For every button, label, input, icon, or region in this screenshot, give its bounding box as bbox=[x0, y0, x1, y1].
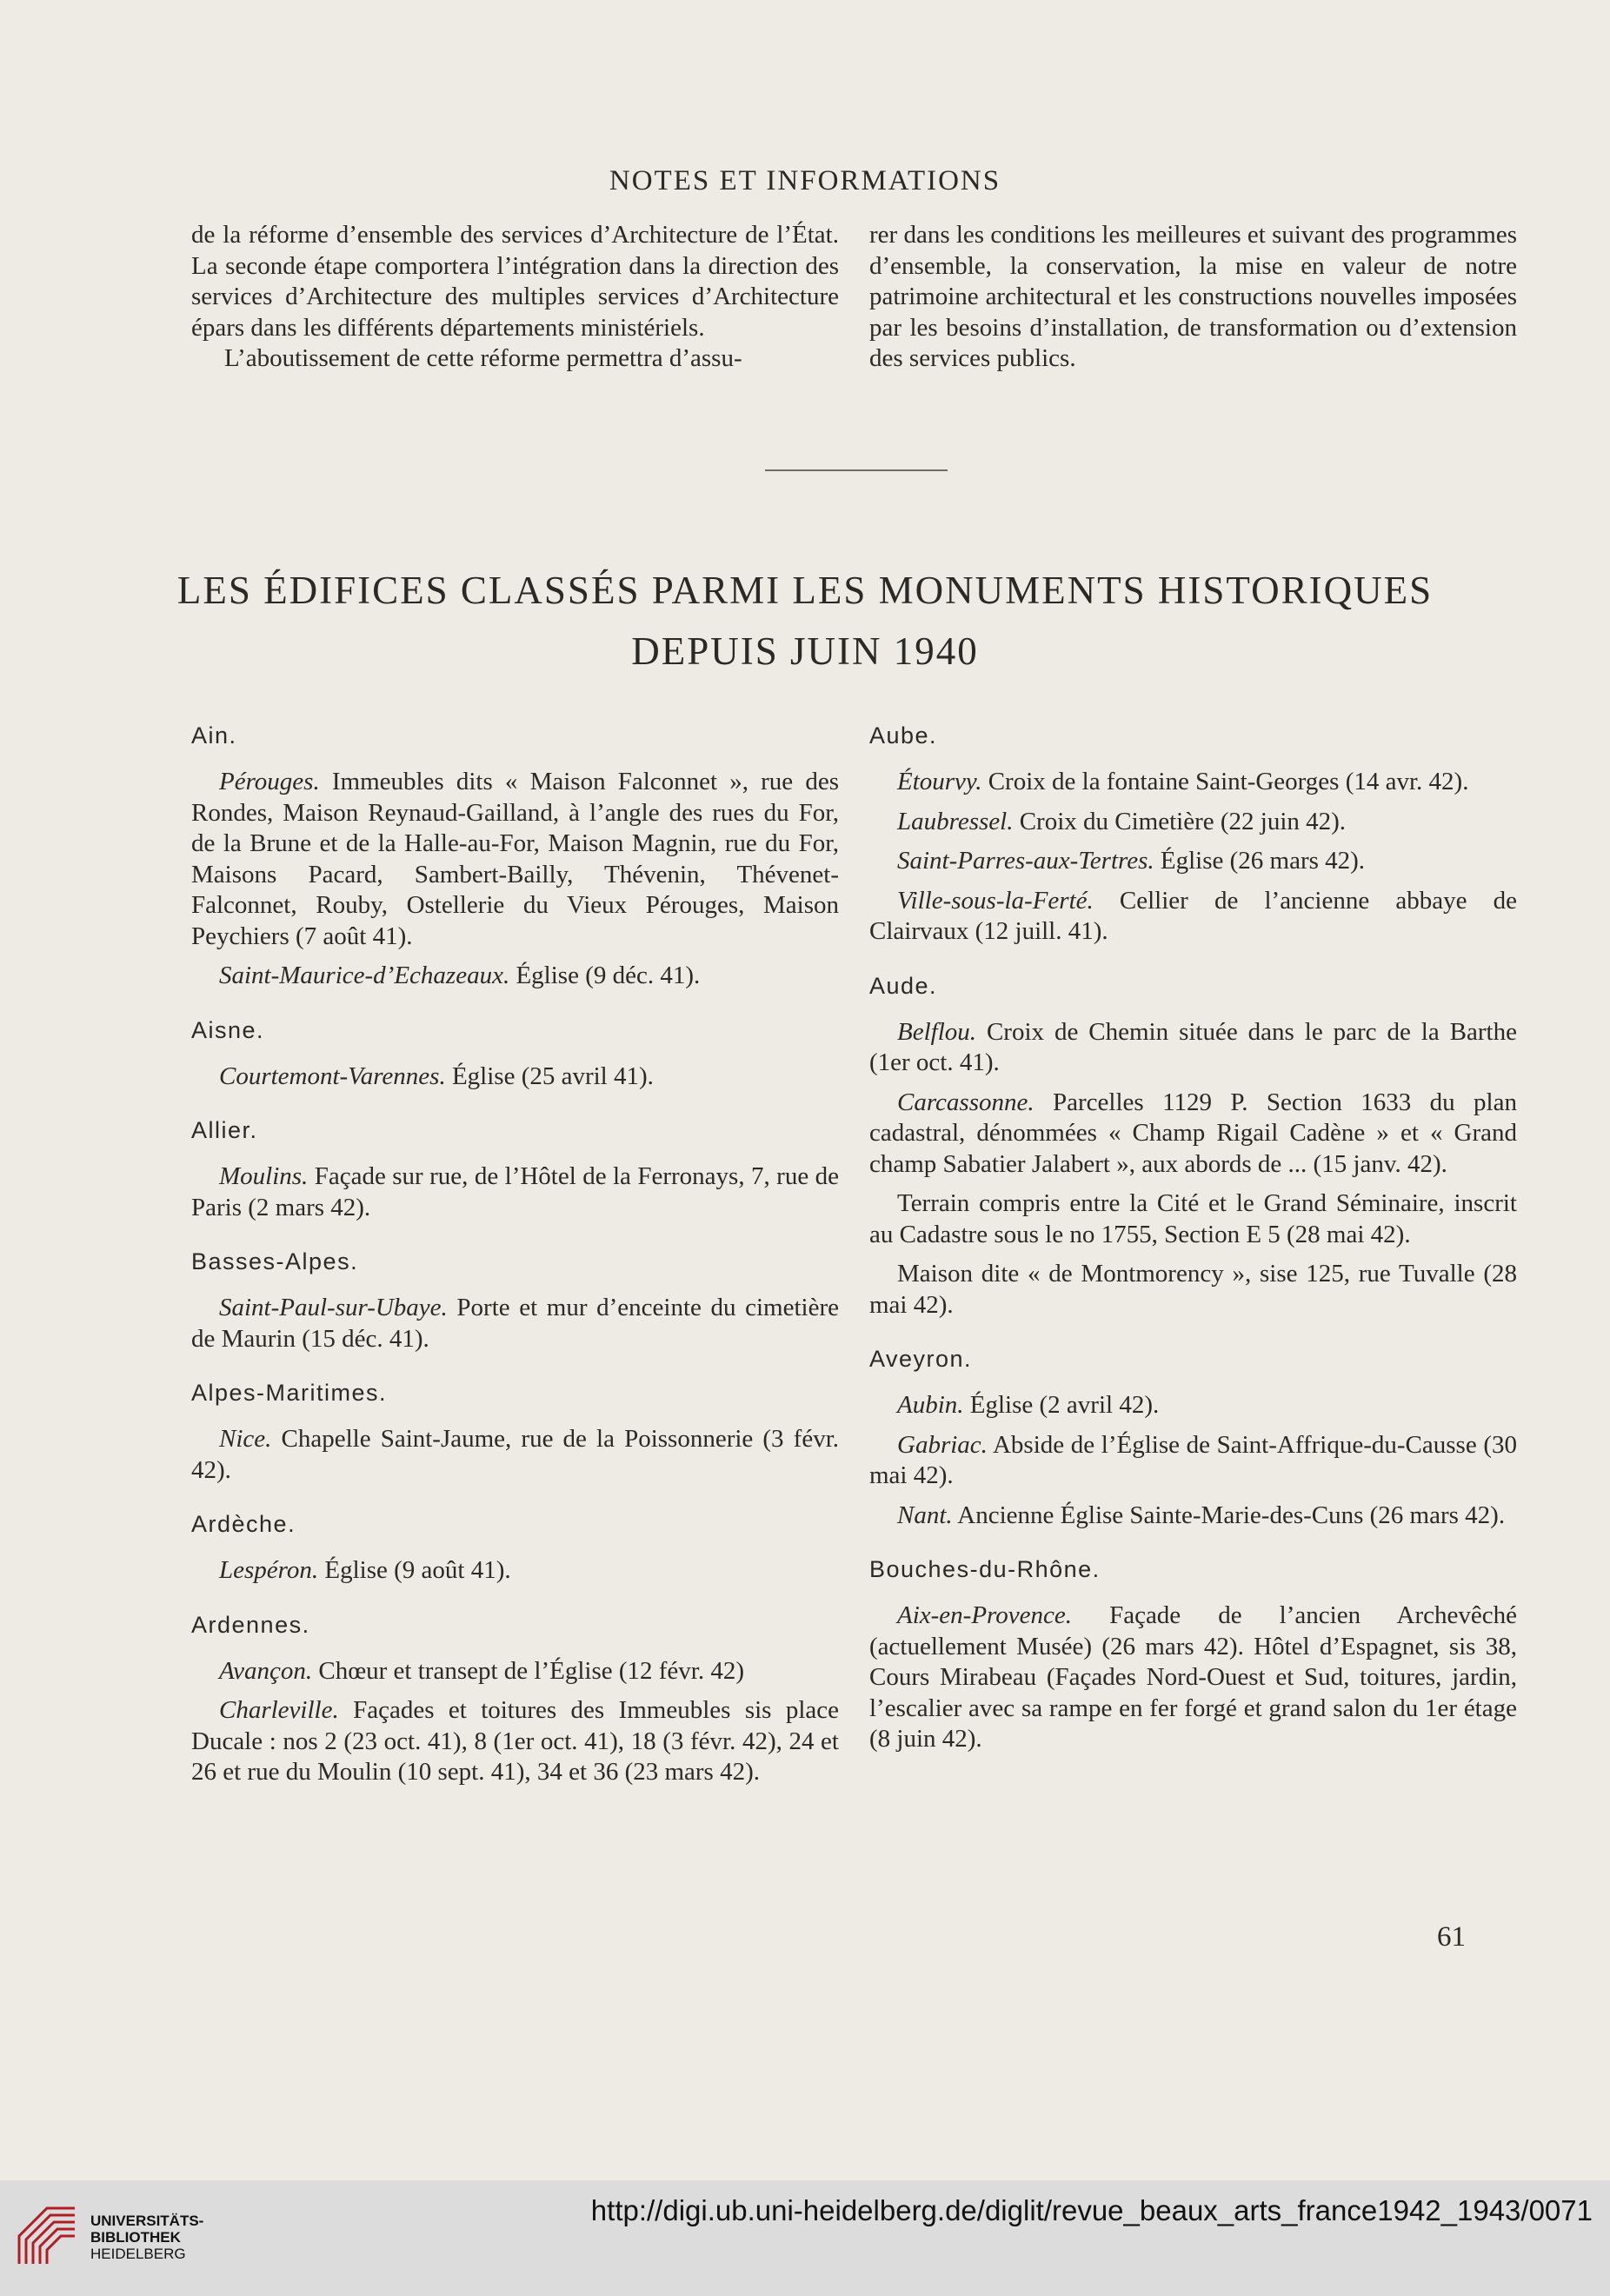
entry-text: Église (2 avril 42). bbox=[963, 1391, 1160, 1419]
department-heading: Aisne. bbox=[191, 1016, 265, 1043]
entry-text: Maison dite « de Montmorency », sise 125, rue Tuvalle (28 mai 42). bbox=[869, 1260, 1517, 1319]
entry-text: Façade de l’ancien Archevêché (actuellement Musée) (26 mars 42). Hôtel d’Espagnet, sis 38, Cours Mirabeau (Façades Nord-Ouest et Sud, toitures, jardin, l’escalier avec sa rampe en fer forgé et grand salon du 1er étage (8 juin 42). bbox=[869, 1601, 1517, 1753]
entry-text: Chœur et transept de l’Église (12 févr. 42) bbox=[312, 1656, 745, 1685]
department-heading: Allier. bbox=[191, 1117, 258, 1143]
place-name: Nant. bbox=[897, 1501, 953, 1529]
place-name: Lespéron. bbox=[219, 1556, 319, 1584]
entry-text: Parcelles 1129 P. Section 1633 du plan cadastral, dénommées « Champ Rigail Cadène » et « Grand champ Sabatier Jalabert », aux abords de ... (15 janv. 42). bbox=[869, 1088, 1517, 1178]
place-name: Courtemont-Varennes. bbox=[219, 1061, 446, 1090]
place-name: Belflou. bbox=[897, 1017, 977, 1046]
library-name-line: UNIVERSITÄTS- bbox=[90, 2213, 204, 2229]
place-name: Aubin. bbox=[897, 1391, 964, 1419]
monument-entry bbox=[191, 961, 839, 992]
monument-entry bbox=[869, 1390, 1517, 1421]
entry-text: Croix de la fontaine Saint-Georges (14 avr. 42). bbox=[981, 768, 1469, 795]
department-block bbox=[869, 1554, 1517, 1755]
place-name: Avançon. bbox=[219, 1656, 313, 1685]
monument-entry bbox=[191, 1061, 839, 1093]
department-heading: Basses-Alpes. bbox=[191, 1248, 359, 1274]
monument-entry bbox=[869, 807, 1517, 838]
monument-entry bbox=[191, 1293, 839, 1354]
place-name: Charleville. bbox=[219, 1696, 339, 1724]
entry-text: Porte et mur d’enceinte du cimetière de Maurin (15 déc. 41). bbox=[191, 1294, 839, 1353]
monument-entry bbox=[869, 1088, 1517, 1181]
intro-right-column bbox=[869, 220, 1517, 375]
monument-entry bbox=[869, 1501, 1517, 1532]
department-heading: Ardennes. bbox=[191, 1611, 310, 1638]
department-block bbox=[869, 970, 1517, 1321]
monument-entry bbox=[191, 1656, 839, 1687]
entry-text: Immeubles dits « Maison Falconnet », rue des Rondes, Maison Reynaud-Gailland, à l’angle des rues du For, de la Brune et de la Halle-au-For, Maison Magnin, rue du For, Maisons Pacard, Sambert-Bailly, Thévenin, Thévenet-Falconnet, Rouby, Ostellerie du Vieux Pérouges, Maison Peychiers (7 août 41). bbox=[191, 768, 839, 950]
intro-paragraph: L’aboutissement de cette réforme permettra d’assu- bbox=[224, 344, 742, 372]
monument-entry bbox=[869, 1259, 1517, 1321]
monument-entry bbox=[869, 886, 1517, 948]
monument-entry bbox=[869, 846, 1517, 877]
department-block bbox=[191, 1609, 839, 1788]
source-url-link[interactable]: http://digi.ub.uni-heidelberg.de/diglit/revue_beaux_arts_france1942_1943/0071 bbox=[590, 2194, 1593, 2226]
right-listing-column bbox=[869, 720, 1517, 1778]
entry-text: Façades et toitures des Immeubles sis place Ducale : nos 2 (23 oct. 41), 8 (1er oct. 41), 18 (3 févr. 42), 24 et 26 et rue du Moulin (10 sept. 41), 34 et 36 (23 mars 42). bbox=[191, 1696, 839, 1786]
department-heading: Aude. bbox=[869, 972, 938, 999]
monument-entry bbox=[869, 1188, 1517, 1250]
intro-paragraph: rer dans les conditions les meilleures et suivant des programmes d’ensemble, la conservation, la mise en valeur de notre patrimoine architectural et les constructions nouvelles imposées par les besoins d’installation, de transformation ou d’extension des services publics. bbox=[869, 221, 1517, 372]
department-block bbox=[191, 1508, 839, 1587]
entry-text: Église (26 mars 42). bbox=[1154, 847, 1366, 875]
place-name: Carcassonne. bbox=[897, 1088, 1035, 1116]
entry-text: Terrain compris entre la Cité et le Grand Séminaire, inscrit au Cadastre sous le no 1755, Section E 5 (28 mai 42). bbox=[869, 1189, 1517, 1248]
department-block bbox=[191, 720, 839, 992]
department-block bbox=[191, 1377, 839, 1486]
monument-entry bbox=[191, 1424, 839, 1486]
entry-text: Cellier de l’ancienne abbaye de Clairvaux (12 juill. 41). bbox=[869, 886, 1517, 945]
place-name: Gabriac. bbox=[897, 1430, 988, 1459]
entry-text: Église (9 août 41). bbox=[318, 1556, 511, 1584]
department-heading: Ain. bbox=[191, 722, 237, 749]
entry-text: Croix du Cimetière (22 juin 42). bbox=[1013, 807, 1347, 835]
entry-text: Croix de Chemin située dans le parc de la Barthe (1er oct. 41). bbox=[869, 1017, 1517, 1076]
department-heading: Alpes-Maritimes. bbox=[191, 1380, 388, 1406]
department-heading: Ardèche. bbox=[191, 1511, 296, 1537]
entry-text: Église (25 avril 41). bbox=[445, 1061, 654, 1090]
entry-text: Abside de l’Église de Saint-Affrique-du-Causse (30 mai 42). bbox=[869, 1430, 1517, 1489]
department-block bbox=[869, 1343, 1517, 1531]
place-name: Saint-Paul-sur-Ubaye. bbox=[219, 1294, 448, 1321]
library-name-line: HEIDELBERG bbox=[90, 2246, 186, 2262]
department-heading: Bouches-du-Rhône. bbox=[869, 1556, 1101, 1582]
department-heading: Aveyron. bbox=[869, 1346, 973, 1372]
entry-text: Église (9 déc. 41). bbox=[509, 962, 701, 989]
place-name: Pérouges. bbox=[219, 768, 320, 795]
monument-entry bbox=[869, 1430, 1517, 1492]
monument-entry bbox=[191, 1695, 839, 1788]
place-name: Ville-sous-la-Ferté. bbox=[897, 886, 1094, 915]
place-name: Étourvy. bbox=[897, 768, 982, 795]
department-block bbox=[191, 1246, 839, 1354]
running-head: NOTES ET INFORMATIONS bbox=[609, 165, 1001, 196]
department-heading: Aube. bbox=[869, 722, 938, 749]
monument-entry bbox=[869, 1017, 1517, 1079]
place-name: Nice. bbox=[219, 1425, 272, 1453]
left-listing-column bbox=[191, 720, 839, 1811]
department-block bbox=[191, 1015, 839, 1093]
intro-left-column bbox=[191, 220, 839, 375]
page-number: 61 bbox=[1437, 1921, 1466, 1953]
section-subtitle: DEPUIS JUIN 1940 bbox=[631, 629, 979, 673]
monument-entry bbox=[191, 1555, 839, 1587]
section-divider bbox=[765, 469, 948, 471]
intro-paragraph: de la réforme d’ensemble des services d’Architecture de l’État. La seconde étape comportera l’intégration dans la direction des services d’Architecture des multiples services d’Architecture épars dans les différents départements ministériels. bbox=[191, 221, 839, 342]
monument-entry bbox=[869, 767, 1517, 798]
section-title: LES ÉDIFICES CLASSÉS PARMI LES MONUMENTS HISTORIQUES bbox=[176, 569, 1434, 612]
monument-entry bbox=[869, 1601, 1517, 1755]
library-name-line: BIBLIOTHEK bbox=[90, 2229, 181, 2246]
library-name bbox=[90, 2213, 203, 2262]
ub-heidelberg-logo-icon bbox=[12, 2201, 82, 2271]
entry-text: Façade sur rue, de l’Hôtel de la Ferronays, 7, rue de Paris (2 mars 42). bbox=[191, 1162, 839, 1221]
entry-text: Chapelle Saint-Jaume, rue de la Poissonnerie (3 févr. 42). bbox=[191, 1425, 839, 1484]
monument-entry bbox=[191, 767, 839, 952]
place-name: Saint-Parres-aux-Tertres. bbox=[897, 847, 1154, 875]
place-name: Laubressel. bbox=[897, 807, 1014, 835]
place-name: Aix-en-Provence. bbox=[897, 1601, 1072, 1629]
department-block bbox=[191, 1115, 839, 1223]
place-name: Moulins. bbox=[219, 1162, 309, 1190]
department-block bbox=[869, 720, 1517, 948]
entry-text: Ancienne Église Sainte-Marie-des-Cuns (26 mars 42). bbox=[952, 1501, 1506, 1529]
monument-entry bbox=[191, 1161, 839, 1223]
place-name: Saint-Maurice-d’Echazeaux. bbox=[219, 962, 510, 989]
